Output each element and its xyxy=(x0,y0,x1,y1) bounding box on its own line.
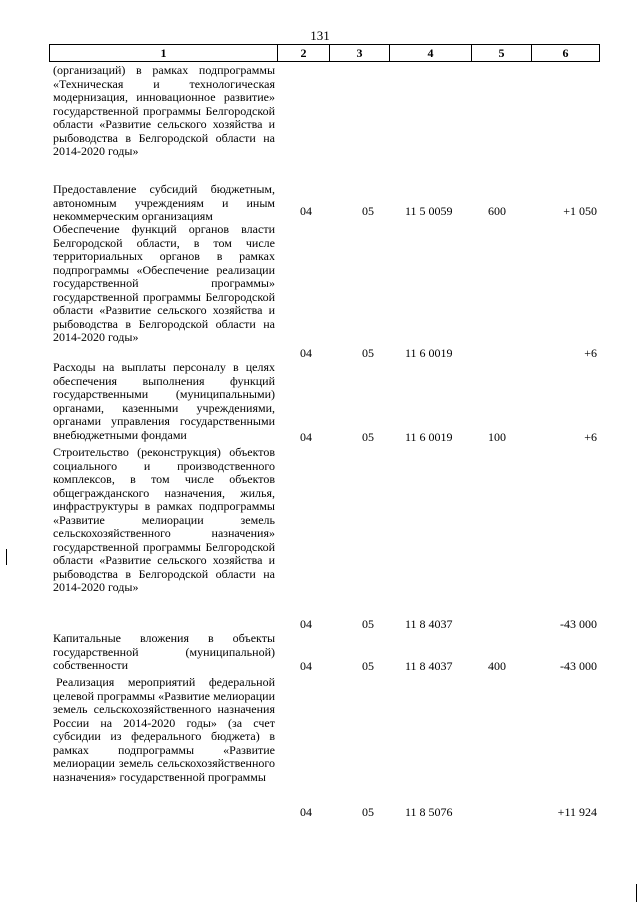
row-description: Расходы на выплаты персоналу в целях обеспечения выполнения функций государственными (муниципальными) органами, казенными учреждениями, органами управления государственными внебюджетными фондами xyxy=(53,360,275,442)
row-description: Обеспечение функций органов власти Белгородской области, в том числе территориальных органов в рамках подпрограммы «Обеспечение реализации государственной программы» государственной программы Белгородской области «Развитие сельского хозяйства и рыбоводства в Белгородской области на 2014-2020 годы» xyxy=(53,222,275,344)
header-col-4: 4 xyxy=(390,45,472,61)
row-description: Реализация мероприятий федеральной целевой программы «Развитие мелиорации земель сельскохозяйственного назначения России на 2014-2020 годы» (за счет субсидии из федерального бюджета) в рамках подпрограммы «Развитие мелиорации земель сельскохозяйственного назначения» государственной программы xyxy=(53,675,275,784)
row-description: Предоставление субсидий бюджетным, автономным учреждениям и иным некоммерческим организациям xyxy=(53,182,275,223)
header-col-6: 6 xyxy=(562,45,569,60)
row-subsection: 05 xyxy=(362,617,374,631)
row-section: 04 xyxy=(300,805,312,819)
header-col-1: 1 xyxy=(50,45,278,61)
row-description: Строительство (реконструкция) объектов социального и производственного комплексов, в том числе объектов общегражданского назначения, жилья, инфраструктуры в рамках подпрограммы «Развитие мелиорации земель сельскохозяйственного назначения» государственной программы Белгородской области «Развитие сельского хозяйства и рыбоводства в Белгородской области на 2014-2020 годы» xyxy=(53,445,275,594)
row-target-code: 11 8 4037 xyxy=(405,659,453,673)
row-description: Капитальные вложения в объекты государственной (муниципальной) собственности xyxy=(53,631,275,672)
row-subsection: 05 xyxy=(362,805,374,819)
scan-edge-mark xyxy=(6,549,7,565)
row-amount: +6 xyxy=(584,430,597,444)
page-number: 131 xyxy=(310,28,330,43)
row-subsection: 05 xyxy=(362,659,374,673)
row-section: 04 xyxy=(300,617,312,631)
header-col-5: 5 xyxy=(472,45,532,61)
row-section: 04 xyxy=(300,346,312,360)
scan-edge-mark xyxy=(636,884,637,902)
row-subsection: 05 xyxy=(362,204,374,218)
row-amount: -43 000 xyxy=(560,617,597,631)
row-target-code: 11 8 5076 xyxy=(405,805,453,819)
row-expense-type: 400 xyxy=(488,659,506,673)
row-expense-type: 100 xyxy=(488,430,506,444)
row-amount: +6 xyxy=(584,346,597,360)
row-section: 04 xyxy=(300,659,312,673)
row-amount: -43 000 xyxy=(560,659,597,673)
row-amount: +11 924 xyxy=(557,805,597,819)
row-target-code: 11 5 0059 xyxy=(405,204,453,218)
row-subsection: 05 xyxy=(362,430,374,444)
row-section: 04 xyxy=(300,430,312,444)
row-amount: +1 050 xyxy=(563,204,597,218)
row-target-code: 11 8 4037 xyxy=(405,617,453,631)
header-col-2: 2 xyxy=(278,45,330,61)
row-description: (организаций) в рамках подпрограммы «Техническая и технологическая модернизация, инновационное развитие» государственной программы Белгородской области «Развитие сельского хозяйства и рыбоводства в Белгородской области на 2014-2020 годы» xyxy=(53,63,275,158)
header-col-3: 3 xyxy=(330,45,390,61)
table-header xyxy=(49,44,600,62)
row-subsection: 05 xyxy=(362,346,374,360)
row-section: 04 xyxy=(300,204,312,218)
row-expense-type: 600 xyxy=(488,204,506,218)
row-target-code: 11 6 0019 xyxy=(405,346,453,360)
row-target-code: 11 6 0019 xyxy=(405,430,453,444)
